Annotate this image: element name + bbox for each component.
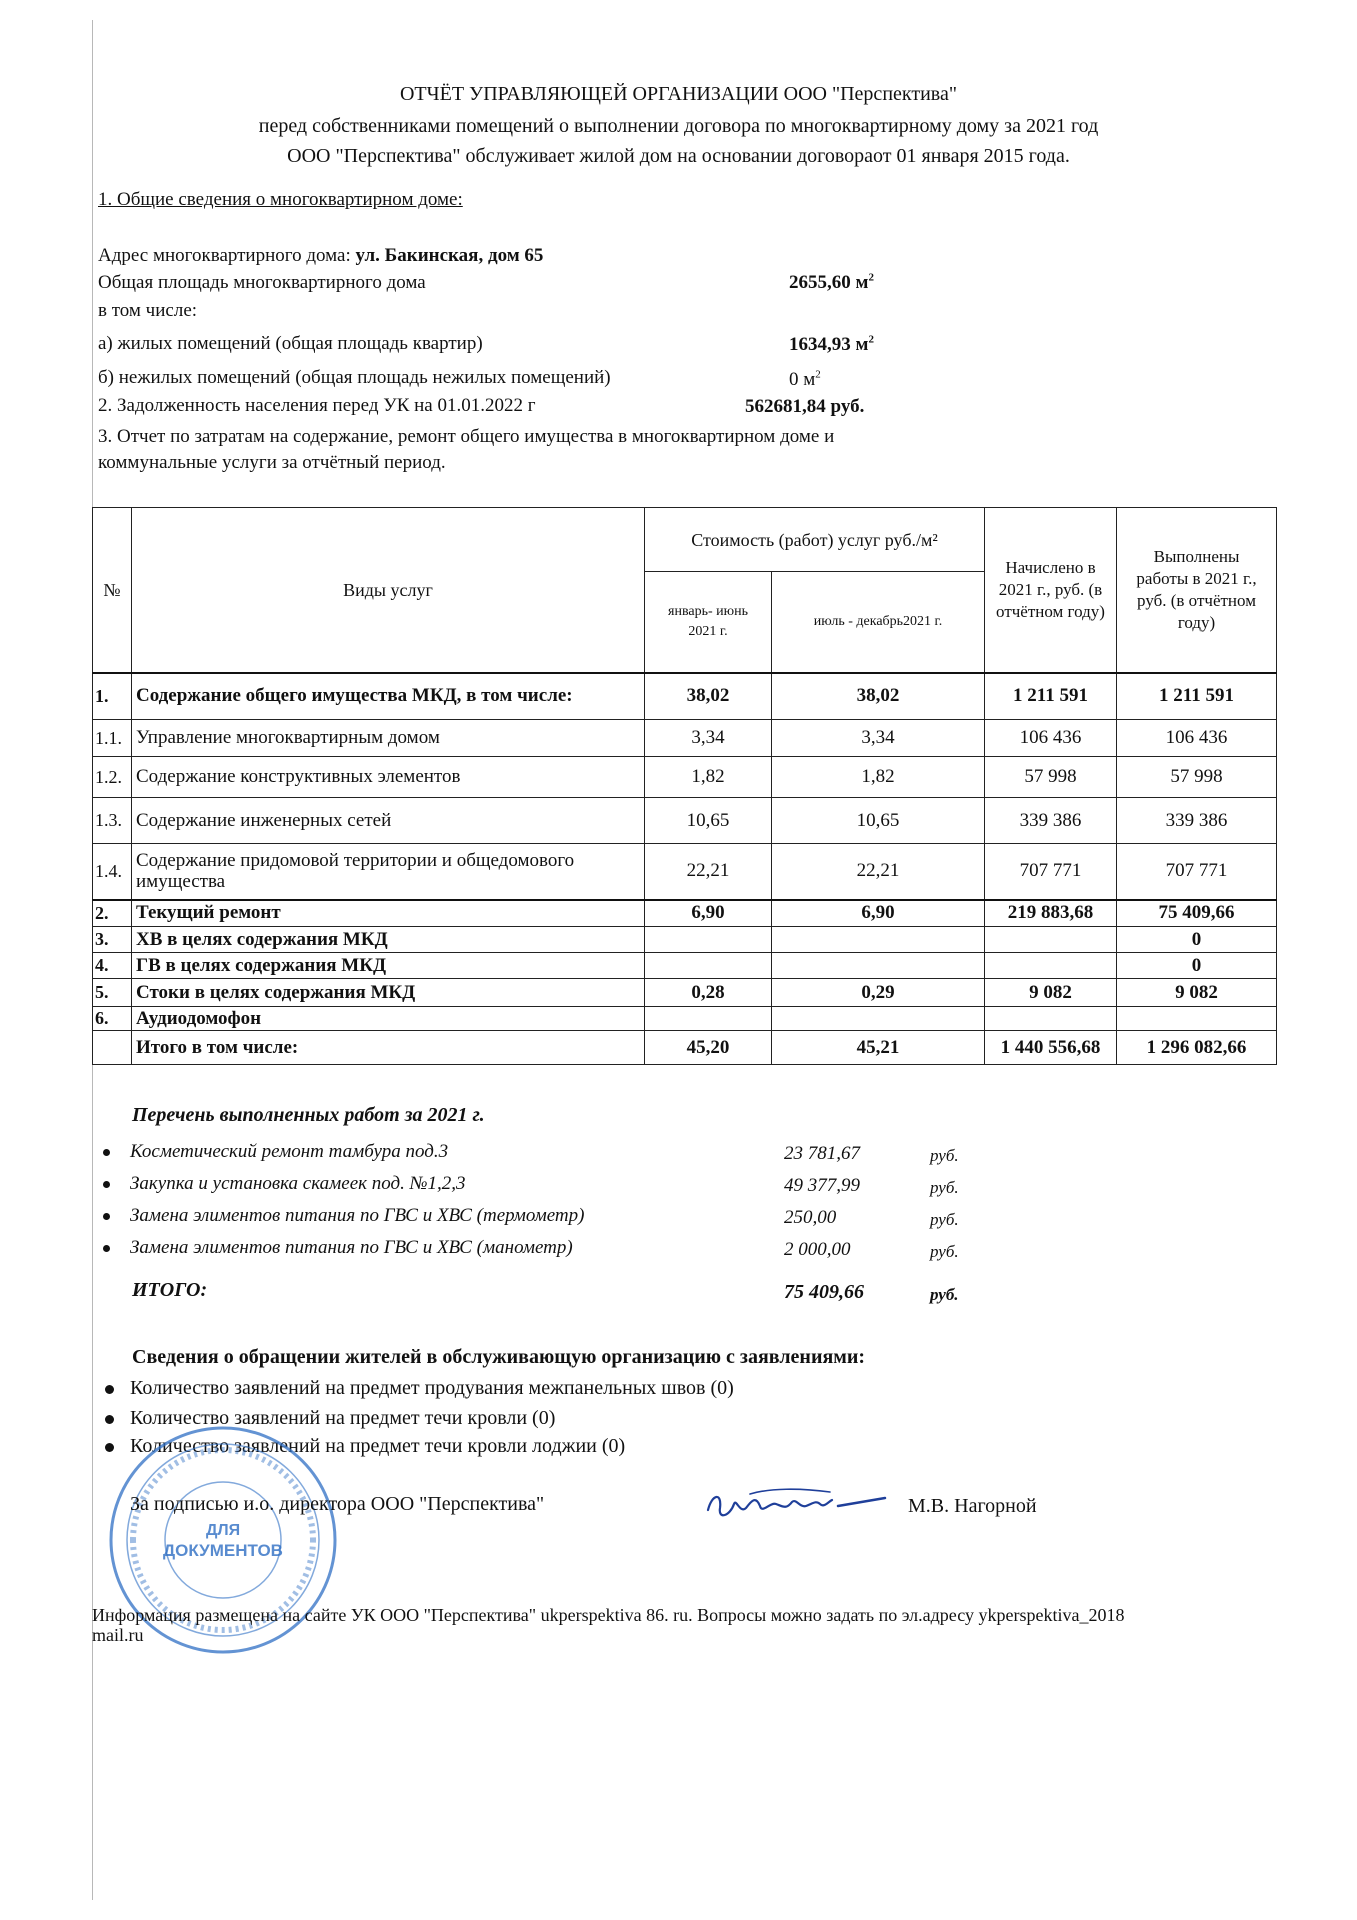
- row-done: 9 082: [1117, 979, 1277, 1007]
- living-area-label: а) жилых помещений (общая площадь квартир): [98, 333, 483, 354]
- row-price-h2: 6,90: [772, 900, 985, 927]
- work-item-name: Замена элиментов питания по ГВС и ХВС (манометр): [130, 1237, 573, 1258]
- work-item-unit: руб.: [930, 1146, 959, 1165]
- row-number: 2.: [93, 900, 132, 927]
- row-done: 0: [1117, 953, 1277, 979]
- row-done: 75 409,66: [1117, 900, 1277, 927]
- row-accrued: 707 771: [985, 844, 1117, 900]
- row-service-name: Аудиодомофон: [132, 1007, 645, 1031]
- stamp-text-2: ДОКУМЕНТОВ: [163, 1541, 283, 1560]
- signature-text: За подписью и.о. директора ООО "Перспектива": [130, 1493, 545, 1515]
- row-accrued: 339 386: [985, 798, 1117, 844]
- row-price-h2: [772, 1007, 985, 1031]
- row-price-h1: 6,90: [645, 900, 772, 927]
- row-done: 57 998: [1117, 757, 1277, 798]
- row-service-name: Стоки в целях содержания МКД: [132, 979, 645, 1007]
- table-row: [93, 927, 1277, 953]
- stamp-text-1: ДЛЯ: [205, 1522, 241, 1539]
- row-accrued: 1 440 556,68: [985, 1031, 1117, 1065]
- row-number: 4.: [93, 953, 132, 979]
- row-price-h2: 1,82: [772, 757, 985, 798]
- table-row: [93, 798, 1277, 844]
- work-item-name: Закупка и установка скамеек под. №1,2,3: [130, 1173, 466, 1194]
- address-value: ул. Бакинская, дом 65: [355, 245, 544, 266]
- row-accrued: 9 082: [985, 979, 1117, 1007]
- table-row: [93, 720, 1277, 757]
- row-price-h1: 0,28: [645, 979, 772, 1007]
- appeal-item: Количество заявлений на предмет продувания межпанельных швов (0): [130, 1377, 734, 1399]
- row-accrued: [985, 953, 1117, 979]
- nonliving-area-value: 0 $м^2$: [789, 368, 821, 390]
- row-price-h1: 1,82: [645, 757, 772, 798]
- row-done: [1117, 1007, 1277, 1031]
- work-item-unit: руб.: [930, 1210, 959, 1229]
- row-done: 339 386: [1117, 798, 1277, 844]
- row-accrued: 219 883,68: [985, 900, 1117, 927]
- row-price-h1: 45,20: [645, 1031, 772, 1065]
- table-row: [93, 900, 1277, 927]
- row-price-h2: [772, 953, 985, 979]
- footer-info-line-1: Информация размещена на сайте УК ООО "Перспектива" ukperspektiva 86. ru. Вопросы можно задать по эл.адресу ykperspektiva_2018: [92, 1605, 1125, 1625]
- total-area-value: 2655,60 $м^2$: [789, 271, 874, 293]
- living-area-value: 1634,93 $м^2$: [789, 333, 874, 355]
- row-number: 1.: [93, 673, 132, 720]
- bullet-icon: [103, 1149, 110, 1156]
- row-price-h1: [645, 953, 772, 979]
- row-number: 3.: [93, 927, 132, 953]
- row-price-h1: [645, 1007, 772, 1031]
- row-price-h1: [645, 927, 772, 953]
- table-header-row: [93, 508, 1277, 572]
- bullet-icon: [103, 1213, 110, 1220]
- table-row: [93, 673, 1277, 720]
- row-service-name: Итого в том числе:: [132, 1031, 645, 1065]
- report-contract-line: ООО "Перспектива" обслуживает жилой дом на основании договораот 01 января 2015 года.: [287, 145, 1070, 167]
- row-service-name: Содержание общего имущества МКД, в том числе:: [132, 673, 645, 720]
- debt-label: 2. Задолженность населения перед УК на 01.01.2022 г: [98, 395, 536, 416]
- row-price-h2: 22,21: [772, 844, 985, 900]
- address-row: [98, 245, 543, 267]
- table-total-row: [93, 1031, 1277, 1065]
- work-item-unit: руб.: [930, 1242, 959, 1261]
- header-num: №: [93, 508, 132, 673]
- table-row: [93, 1007, 1277, 1031]
- row-service-name: Управление многоквартирным домом: [132, 720, 645, 757]
- services-table: [92, 507, 1277, 1065]
- appeal-item: Количество заявлений на предмет течи кровли лоджии (0): [130, 1435, 626, 1457]
- report-title: ОТЧЁТ УПРАВЛЯЮЩЕЙ ОРГАНИЗАЦИИ ООО "Перспектива": [399, 83, 958, 105]
- header-period-1: январь- июнь 2021 г.: [645, 572, 772, 673]
- row-price-h1: 3,34: [645, 720, 772, 757]
- row-done: 707 771: [1117, 844, 1277, 900]
- row-number: 1.3.: [93, 798, 132, 844]
- row-service-name: Текущий ремонт: [132, 900, 645, 927]
- address-label: Адрес многоквартирного дома:: [98, 245, 351, 266]
- section-3-line-1: 3. Отчет по затратам на содержание, ремонт общего имущества в многоквартирном доме и: [98, 426, 835, 447]
- row-done: 0: [1117, 927, 1277, 953]
- row-accrued: 57 998: [985, 757, 1117, 798]
- row-number: 1.4.: [93, 844, 132, 900]
- row-done: 1 211 591: [1117, 673, 1277, 720]
- works-total-unit: руб.: [930, 1285, 959, 1304]
- bullet-icon: [105, 1385, 114, 1394]
- row-service-name: Содержание инженерных сетей: [132, 798, 645, 844]
- header-cost: Стоимость (работ) услуг руб./м²: [645, 508, 985, 572]
- row-number: 1.1.: [93, 720, 132, 757]
- row-price-h2: 3,34: [772, 720, 985, 757]
- table-row: [93, 844, 1277, 900]
- row-service-name: ГВ в целях содержания МКД: [132, 953, 645, 979]
- row-number: 5.: [93, 979, 132, 1007]
- row-price-h2: [772, 927, 985, 953]
- row-price-h1: 10,65: [645, 798, 772, 844]
- total-area-label: Общая площадь многоквартирного дома: [98, 272, 426, 293]
- works-total-label: ИТОГО:: [132, 1279, 208, 1301]
- report-subtitle: перед собственниками помещений о выполнении договора по многоквартирному дому за 2021 год: [258, 115, 1099, 137]
- signature-scribble: [700, 1480, 900, 1530]
- work-item-unit: руб.: [930, 1178, 959, 1197]
- row-accrued: 1 211 591: [985, 673, 1117, 720]
- row-price-h2: 38,02: [772, 673, 985, 720]
- row-done: 106 436: [1117, 720, 1277, 757]
- row-service-name: Содержание конструктивных элементов: [132, 757, 645, 798]
- table-row: [93, 757, 1277, 798]
- work-item-amount: 2 000,00: [784, 1239, 851, 1260]
- appeal-item: Количество заявлений на предмет течи кровли (0): [130, 1407, 556, 1429]
- section-1-title: 1. Общие сведения о многоквартирном доме:: [98, 189, 463, 210]
- row-accrued: 106 436: [985, 720, 1117, 757]
- row-number: 6.: [93, 1007, 132, 1031]
- row-number: [93, 1031, 132, 1065]
- nonliving-area-label: б) нежилых помещений (общая площадь нежилых помещений): [98, 367, 611, 388]
- row-service-name: ХВ в целях содержания МКД: [132, 927, 645, 953]
- work-item-amount: 250,00: [784, 1207, 837, 1228]
- work-item-amount: 23 781,67: [784, 1143, 860, 1164]
- row-accrued: [985, 927, 1117, 953]
- row-price-h2: 10,65: [772, 798, 985, 844]
- work-item-name: Замена элиментов питания по ГВС и ХВС (термометр): [130, 1205, 585, 1226]
- header-done: Выполнены работы в 2021 г., руб. (в отчётном году): [1117, 508, 1277, 673]
- table-row: [93, 953, 1277, 979]
- header-period-2: июль - декабрь2021 г.: [772, 572, 985, 673]
- row-number: 1.2.: [93, 757, 132, 798]
- section-3-line-2: коммунальные услуги за отчётный период.: [98, 452, 446, 473]
- works-total-amount: 75 409,66: [784, 1281, 864, 1303]
- bullet-icon: [103, 1245, 110, 1252]
- work-item-amount: 49 377,99: [784, 1175, 860, 1196]
- row-price-h1: 22,21: [645, 844, 772, 900]
- row-price-h2: 45,21: [772, 1031, 985, 1065]
- row-service-name: Содержание придомовой территории и общедомового имущества: [132, 844, 645, 900]
- row-price-h2: 0,29: [772, 979, 985, 1007]
- header-services: Виды услуг: [132, 508, 645, 673]
- table-row: [93, 979, 1277, 1007]
- bullet-icon: [103, 1181, 110, 1188]
- footer-info-line-2: mail.ru: [92, 1625, 144, 1645]
- debt-value: 562681,84 руб.: [745, 396, 865, 417]
- work-item-name: Косметический ремонт тамбура под.3: [130, 1141, 449, 1162]
- director-name: М.В. Нагорной: [908, 1495, 1037, 1517]
- row-done: 1 296 082,66: [1117, 1031, 1277, 1065]
- works-title: Перечень выполненных работ за 2021 г.: [132, 1104, 485, 1126]
- row-accrued: [985, 1007, 1117, 1031]
- header-accrued: Начислено в 2021 г., руб. (в отчётном году): [985, 508, 1117, 673]
- including-label: в том числе:: [98, 300, 198, 321]
- appeals-title: Сведения о обращении жителей в обслуживающую организацию с заявлениями:: [132, 1346, 866, 1368]
- row-price-h1: 38,02: [645, 673, 772, 720]
